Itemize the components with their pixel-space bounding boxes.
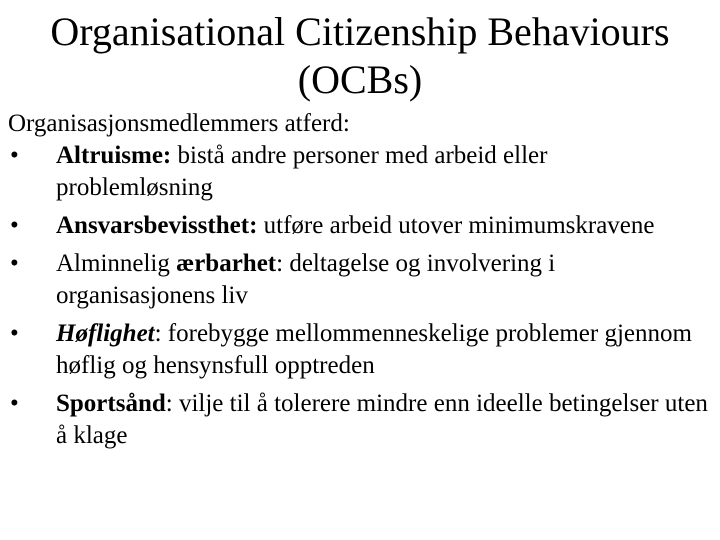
slide-title-line-1: Organisational Citizenship Behaviours (50, 9, 670, 54)
bullet-icon: • (10, 320, 19, 347)
bullet-list (8, 140, 708, 452)
slide-body (8, 108, 708, 452)
bullet-icon: • (10, 142, 19, 169)
bullet-icon: • (10, 212, 19, 239)
bullet-desc: : vilje til å tolerere mindre enn ideelle betingelser uten å klage (56, 390, 708, 449)
slide-title-line-2: (OCBs) (297, 57, 423, 102)
bullet-term: Altruisme: (56, 142, 172, 169)
bullet-term: Høflighet (56, 320, 155, 347)
intro-text: Organisasjonsmedlemmers atferd: (8, 110, 350, 137)
bullet-item-aerbarhet (8, 248, 708, 312)
bullet-term: ærbarhet (176, 250, 277, 277)
bullet-item-ansvarsbevissthet (8, 210, 708, 242)
bullet-item-altruisme (8, 140, 708, 204)
bullet-item-sportsand (8, 388, 708, 452)
bullet-term: Ansvarsbevissthet: (56, 212, 258, 239)
bullet-term: Sportsånd (56, 390, 166, 417)
bullet-icon: • (10, 390, 19, 417)
bullet-pre: Alminnelig (56, 250, 177, 277)
bullet-desc: utføre arbeid utover minimumskravene (257, 212, 655, 239)
slide-title (0, 8, 720, 104)
bullet-item-hoflighet (8, 318, 708, 382)
bullet-desc: : deltagelse og involvering i organisasjonens liv (56, 250, 556, 309)
bullet-icon: • (10, 250, 19, 277)
bullet-desc: bistå andre personer med arbeid eller problemløsning (56, 142, 548, 201)
bullet-desc: : forebygge mellommenneskelige problemer gjennom høflig og hensynsfull opptreden (56, 320, 692, 379)
